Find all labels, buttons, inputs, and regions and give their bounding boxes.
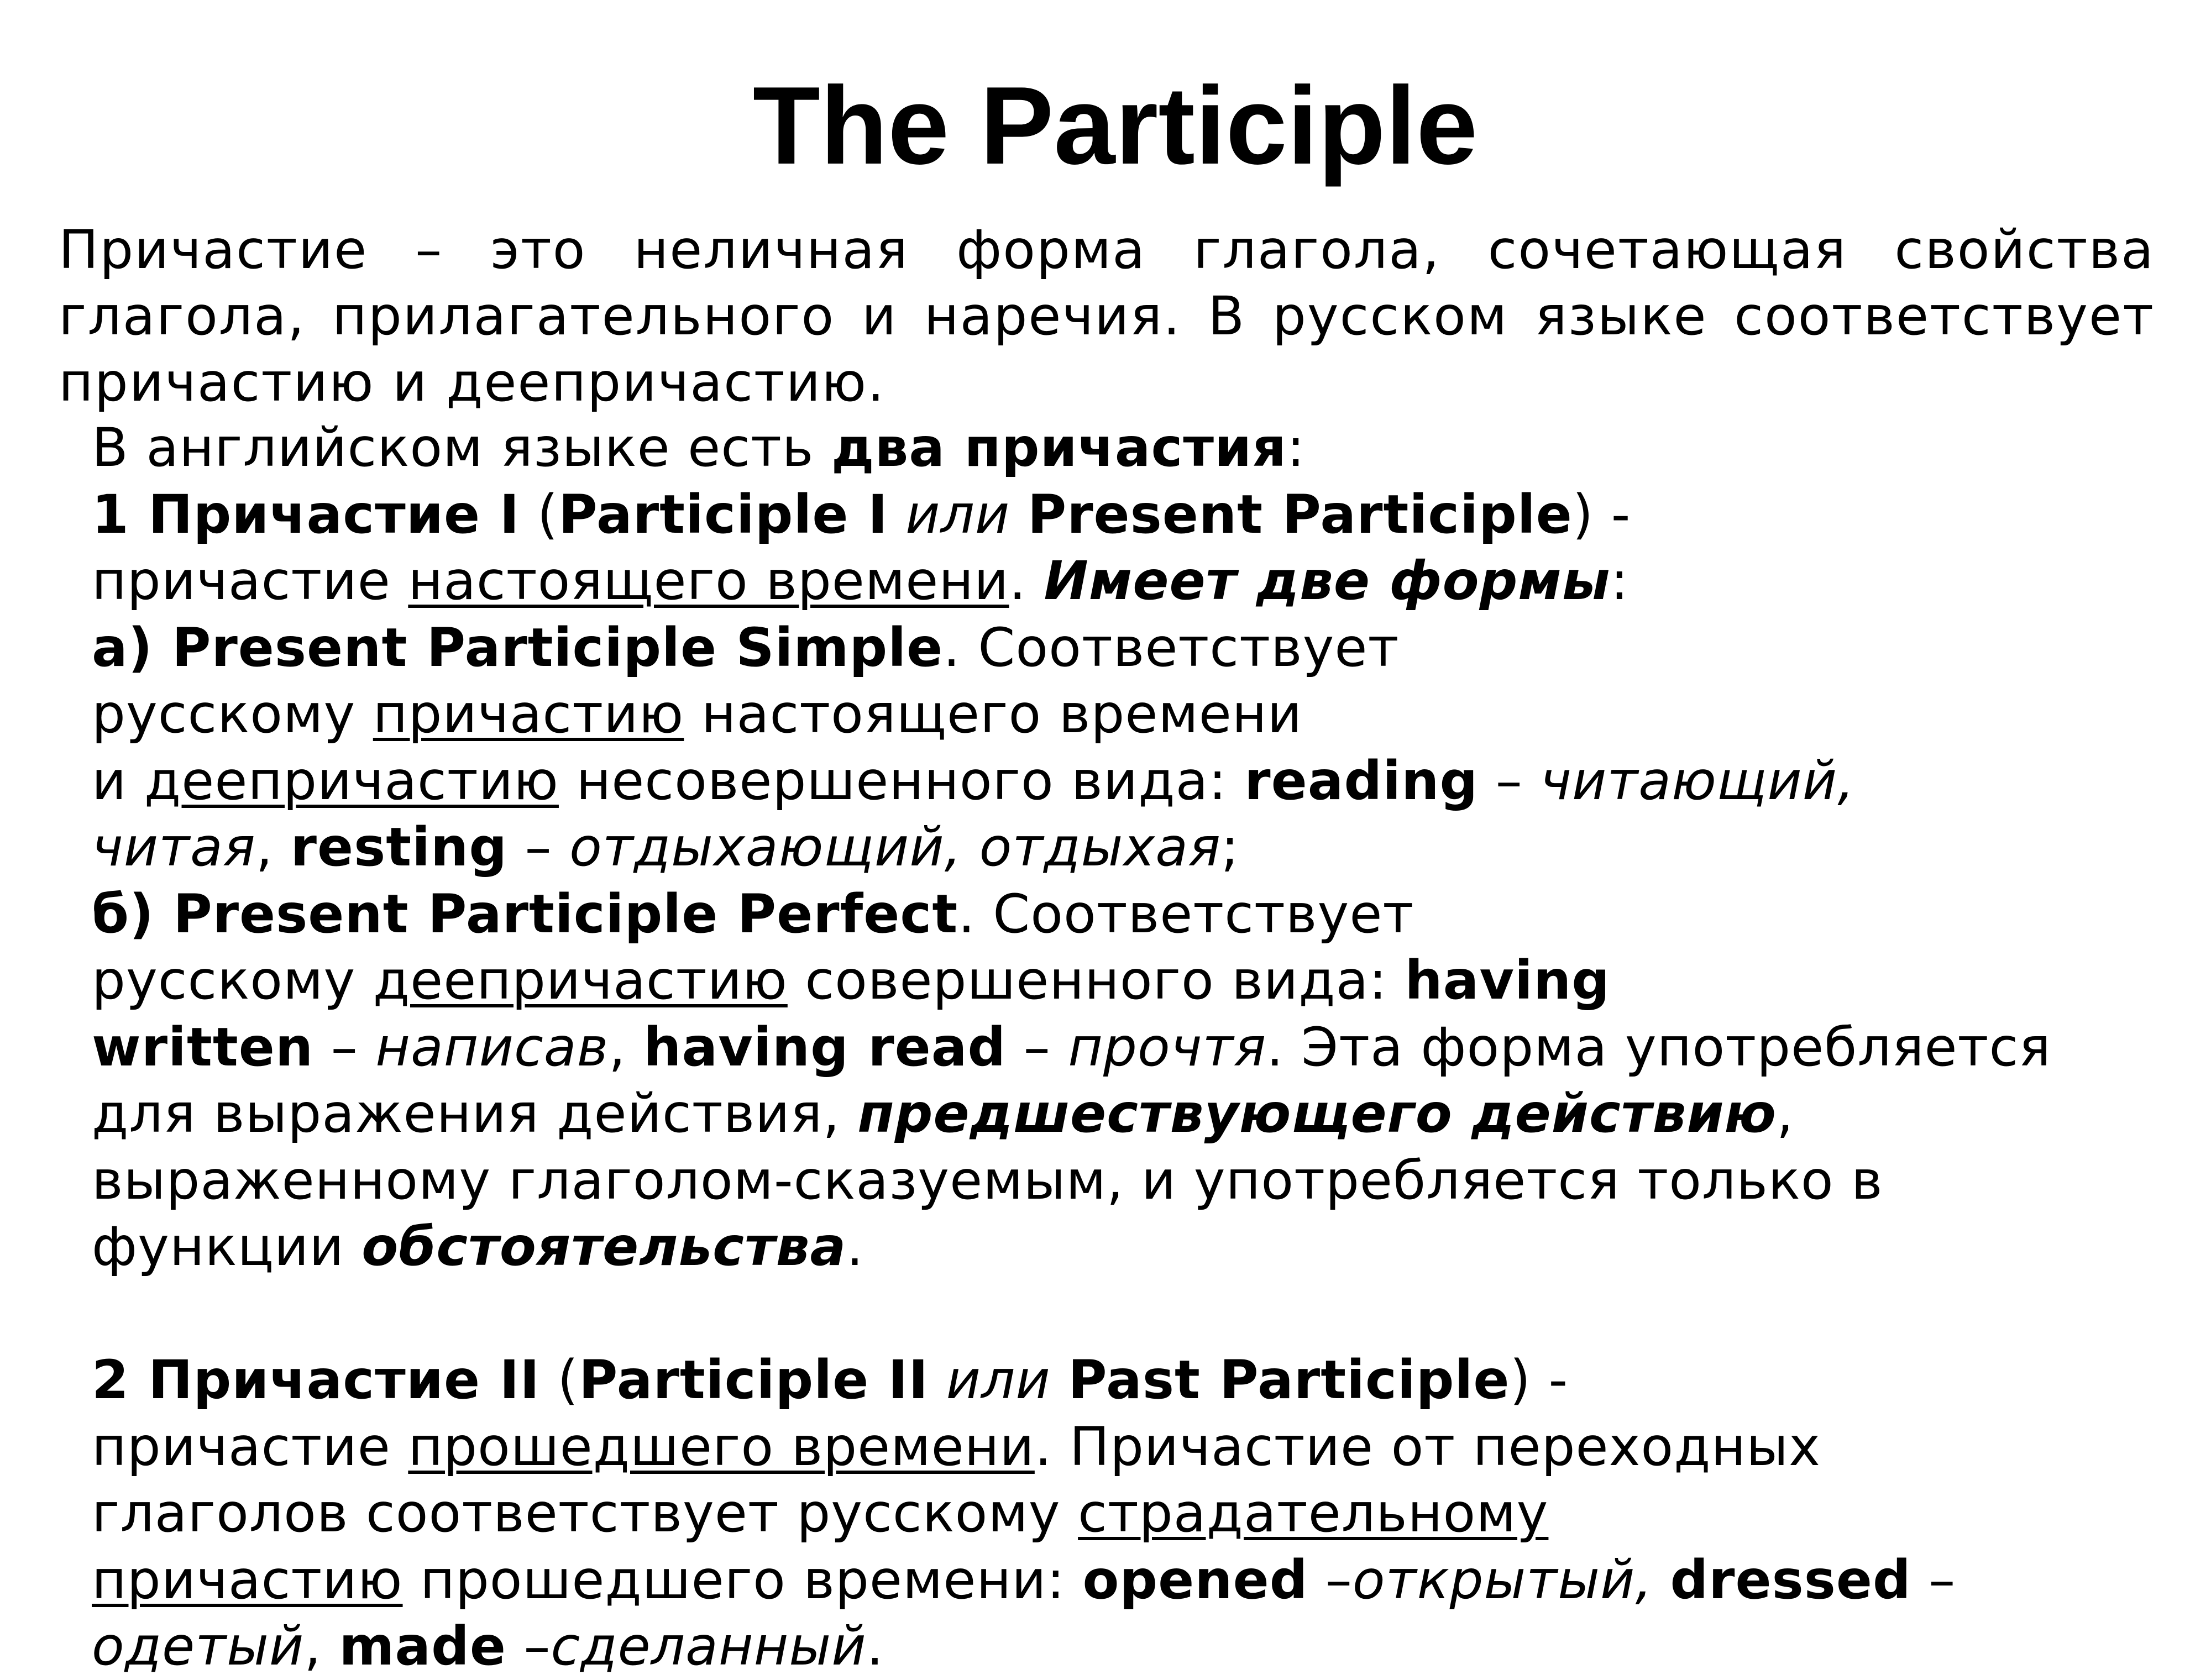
text-run: Participle I bbox=[558, 483, 888, 545]
text-run: причастие bbox=[92, 1415, 408, 1478]
text-run: ) - bbox=[1510, 1349, 1569, 1411]
text-run: ; bbox=[1220, 816, 1240, 878]
text-line bbox=[92, 1014, 2192, 1081]
text-run: причастию bbox=[373, 683, 684, 745]
text-run: деепричастию bbox=[144, 749, 559, 812]
text-line bbox=[92, 1480, 2192, 1547]
text-line bbox=[92, 748, 2192, 815]
text-run: настоящего времени bbox=[408, 550, 1009, 612]
text-run: . bbox=[1009, 550, 1044, 612]
text-run: 2 Причастие II bbox=[92, 1349, 541, 1411]
text-run: прочтя bbox=[1068, 1016, 1267, 1078]
text-run: , bbox=[255, 816, 291, 878]
text-run: Past Participle bbox=[1068, 1349, 1510, 1411]
text-run: – bbox=[313, 1016, 376, 1078]
text-run: . Причастие от переходных bbox=[1034, 1415, 1821, 1478]
text-run: . bbox=[866, 1615, 884, 1677]
text-run: . Соответствует bbox=[943, 616, 1400, 679]
text-run bbox=[1010, 484, 1028, 545]
text-run: written bbox=[92, 1016, 314, 1078]
text-run: having bbox=[1405, 949, 1610, 1011]
text-run: ( bbox=[540, 1349, 579, 1411]
text-line bbox=[92, 615, 2192, 681]
body-text bbox=[92, 414, 2192, 1680]
text-run bbox=[1653, 1549, 1670, 1611]
text-run: opened bbox=[1082, 1548, 1308, 1611]
text-run: или bbox=[905, 483, 1010, 545]
intro-paragraph: Причастие – это неличная форма глагола, сочетающая свойства глагола, прилагательного и наречия. В русском языке соответствует причастию и деепричастию. bbox=[59, 219, 2155, 413]
text-run: Participle II bbox=[578, 1349, 929, 1411]
text-run: русскому bbox=[92, 949, 373, 1011]
text-run: одетый bbox=[92, 1615, 305, 1677]
text-run: resting bbox=[290, 816, 508, 878]
text-line bbox=[92, 1147, 2192, 1214]
text-run: причастие bbox=[92, 550, 408, 612]
text-run: – bbox=[1478, 749, 1541, 812]
text-run: В английском языке есть bbox=[92, 417, 831, 479]
text-run: 1 Причастие I bbox=[92, 483, 520, 545]
text-run bbox=[929, 1349, 946, 1411]
text-line bbox=[92, 1547, 2192, 1614]
text-run: или bbox=[946, 1349, 1051, 1411]
text-line bbox=[92, 548, 2192, 615]
text-run: деепричастию bbox=[373, 949, 788, 1011]
text-run: reading bbox=[1244, 749, 1479, 812]
text-run: сделанный bbox=[551, 1615, 867, 1677]
text-run: глаголов соответствует русскому bbox=[92, 1482, 1078, 1544]
text-run: читающий, bbox=[1540, 749, 1855, 812]
text-run: совершенного вида: bbox=[787, 949, 1405, 1011]
text-run: написав bbox=[375, 1016, 609, 1078]
text-run: б) Present Participle Perfect bbox=[92, 883, 958, 945]
text-run: . Соответствует bbox=[958, 883, 1414, 945]
text-run: причастию bbox=[92, 1548, 403, 1611]
text-run: . bbox=[846, 1216, 864, 1278]
text-run: несовершенного вида: bbox=[558, 749, 1245, 812]
text-run: ) - bbox=[1572, 483, 1631, 545]
text-run bbox=[888, 484, 906, 545]
text-run: – bbox=[1911, 1548, 1956, 1611]
text-line bbox=[92, 881, 2192, 948]
text-line bbox=[92, 681, 2192, 748]
text-run: : bbox=[1610, 550, 1629, 612]
text-run: два причастия bbox=[831, 417, 1287, 479]
text-run: русскому bbox=[92, 683, 373, 745]
text-run: – bbox=[1308, 1548, 1353, 1611]
text-line bbox=[92, 1214, 2192, 1280]
text-run: , bbox=[304, 1615, 339, 1677]
text-run bbox=[1051, 1349, 1068, 1411]
text-run: , bbox=[609, 1016, 644, 1078]
text-run: made bbox=[339, 1615, 506, 1677]
text-run: настоящего времени bbox=[684, 683, 1303, 745]
text-run: – bbox=[506, 1615, 551, 1677]
blank-line bbox=[92, 1280, 2192, 1347]
text-run: Present Participle bbox=[1027, 483, 1573, 545]
text-run: dressed bbox=[1670, 1548, 1911, 1611]
text-line bbox=[92, 1347, 2192, 1414]
text-run: Имеет две формы bbox=[1044, 550, 1611, 612]
text-run: выраженному глаголом-сказуемым, и употребляется только в bbox=[92, 1149, 1883, 1211]
text-run: : bbox=[1286, 417, 1306, 479]
text-run: отдыхающий, отдыхая bbox=[569, 816, 1221, 878]
text-line bbox=[92, 1080, 2192, 1147]
text-line bbox=[92, 1613, 2192, 1680]
text-run: а) Present Participle Simple bbox=[92, 616, 944, 679]
text-run: – bbox=[507, 816, 570, 878]
text-line bbox=[92, 947, 2192, 1014]
text-run: для выражения действия, bbox=[92, 1083, 858, 1144]
text-line bbox=[92, 1414, 2192, 1481]
text-run: having read bbox=[643, 1016, 1007, 1078]
text-run: функции bbox=[92, 1216, 362, 1278]
text-run: прошедшего времени: bbox=[402, 1548, 1083, 1611]
text-run: страдательному bbox=[1078, 1482, 1549, 1544]
text-run: предшествующего действию bbox=[857, 1083, 1777, 1144]
text-run: и bbox=[92, 749, 144, 812]
text-run: читая bbox=[92, 816, 256, 878]
text-run: , bbox=[1776, 1083, 1794, 1144]
text-line bbox=[92, 481, 2192, 548]
text-run: ( bbox=[520, 483, 559, 545]
text-run: прошедшего времени bbox=[408, 1415, 1035, 1478]
text-run: . Эта форма употребляется bbox=[1266, 1016, 2051, 1078]
page-title: The Participle bbox=[752, 64, 1478, 187]
text-line bbox=[92, 414, 2192, 481]
text-run: – bbox=[1006, 1016, 1068, 1078]
text-run: обстоятельства bbox=[361, 1216, 847, 1278]
text-line bbox=[92, 814, 2192, 881]
text-run: открытый, bbox=[1352, 1548, 1653, 1611]
